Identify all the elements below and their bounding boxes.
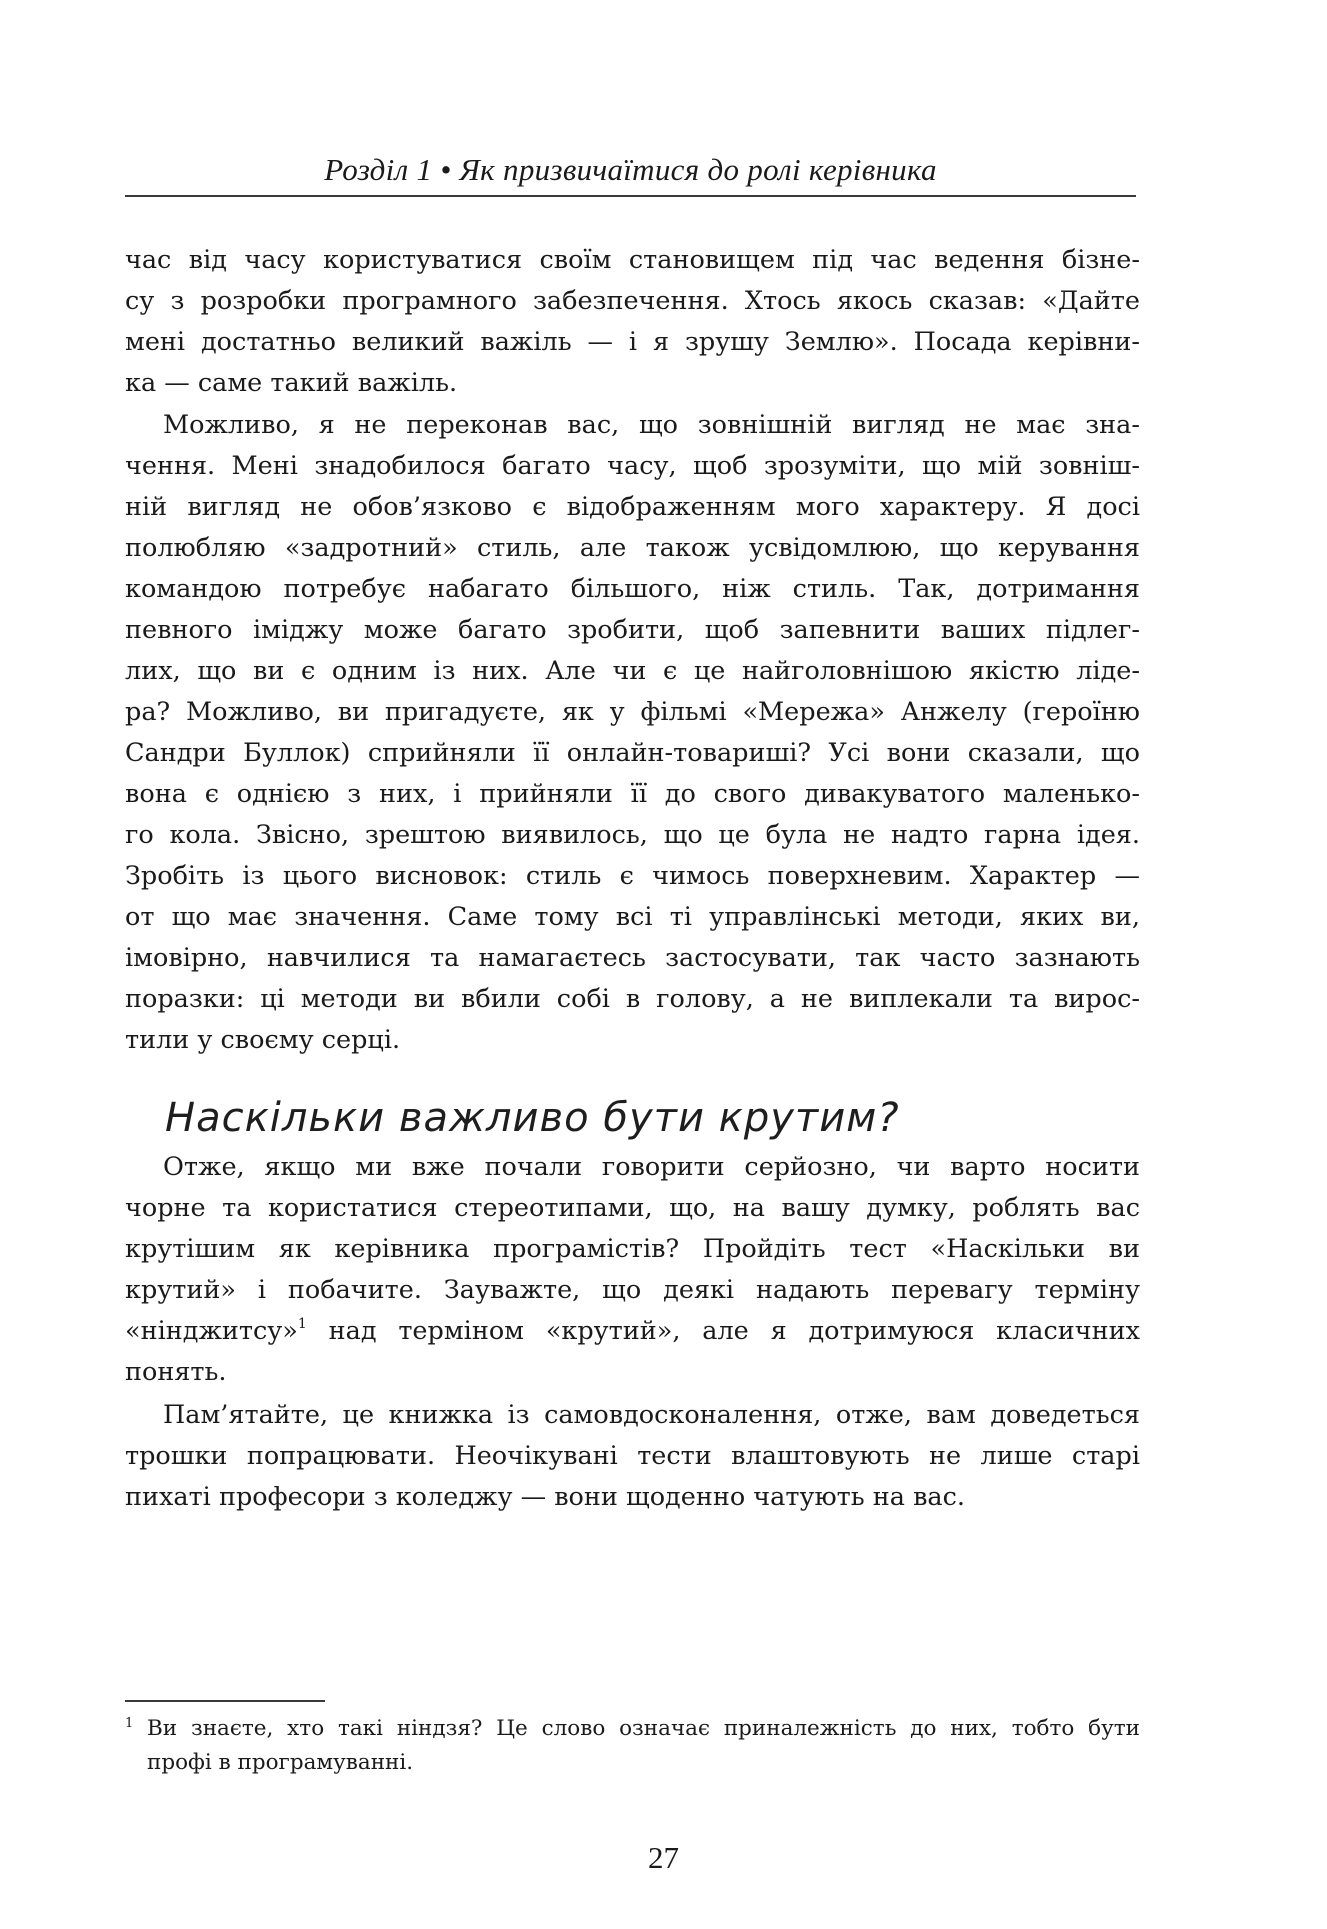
footnote-reference: 1 [297, 1315, 307, 1332]
text-line: пихаті професори з коледжу — вони щоденно чатують на вас. [125, 1482, 966, 1512]
text-line: Зробіть із цього висновок: стиль є чимось поверхневим. Характер — [125, 861, 1140, 891]
text-line: імовірно, навчилися та намагаєтесь застосувати, так часто зазнають [125, 943, 1140, 973]
footnote-rule [125, 1700, 325, 1702]
header-rule [125, 195, 1136, 197]
footnote-line [125, 1712, 1140, 1746]
paragraph-2 [125, 405, 1140, 1061]
text-line: Сандри Буллок) сприйняли її онлайн-товариші? Усі вони сказали, що [125, 738, 1140, 768]
text-line: ній вигляд не обов’язково є відображенням мого характеру. Я досі [125, 492, 1140, 522]
text-line: поразки: ці методи ви вбили собі в голову, а не виплекали та вирос- [125, 984, 1140, 1014]
text-line: тили у своєму серці. [125, 1025, 401, 1055]
text-line: ра? Можливо, ви пригадуєте, як у фільмі «Мережа» Анжелу (героїню [125, 697, 1140, 727]
page-number: 27 [648, 1840, 679, 1875]
text-line: мені достатньо великий важіль — і я зрушу Землю». Посада керівни- [125, 327, 1140, 357]
text-line: чорне та користатися стереотипами, що, на вашу думку, роблять вас [125, 1193, 1140, 1223]
text-line: час від часу користуватися своїм становищем під час ведення бізне- [125, 245, 1140, 275]
text-line: понять. [125, 1357, 227, 1387]
text-fragment: над терміном «крутий», але я дотримуюся класичних [306, 1316, 1140, 1346]
text-line-with-footnote-ref [125, 1311, 1140, 1352]
text-line: Пам’ятайте, це книжка із самовдосконалення, отже, вам доведеться [163, 1400, 1140, 1430]
text-line: полюбляю «задротний» стиль, але також усвідомлюю, що керування [125, 533, 1140, 563]
footnote-number: 1 [125, 1716, 134, 1731]
text-line: вона є однією з них, і прийняли її до свого дивакуватого маленько- [125, 779, 1140, 809]
footnote [125, 1712, 1140, 1780]
text-line: го кола. Звісно, зрештою виявилось, що це була не надто гарна ідея. [125, 820, 1140, 850]
running-header: Розділ 1 • Як призвичаїтися до ролі керівника [324, 152, 937, 187]
text-line: Можливо, я не переконав вас, що зовнішній вигляд не має зна- [163, 410, 1140, 440]
text-line: чення. Мені знадобилося багато часу, щоб зрозуміти, що мій зовніш- [125, 451, 1140, 481]
footnote-line: профі в програмуванні. [147, 1750, 414, 1775]
paragraph-3 [125, 1147, 1140, 1393]
text-line: крутішим як керівника програмістів? Пройдіть тест «Наскільки ви [125, 1234, 1140, 1264]
text-line: Отже, якщо ми вже почали говорити серйозно, чи варто носити [163, 1152, 1140, 1182]
text-line: лих, що ви є одним із них. Але чи є це найголовнішою якістю ліде- [125, 656, 1140, 686]
section-heading: Наскільки важливо бути крутим? [165, 1095, 900, 1141]
text-line: су з розробки програмного забезпечення. Хтось якось сказав: «Дайте [125, 286, 1140, 316]
footnote-text: Ви знаєте, хто такі ніндзя? Це слово означає приналежність до них, тобто бути [147, 1716, 1140, 1741]
paragraph-1 [125, 240, 1140, 404]
paragraph-4 [125, 1395, 1140, 1518]
text-line: от що має значення. Саме тому всі ті управлінські методи, яких ви, [125, 902, 1140, 932]
text-line: трошки попрацювати. Неочікувані тести влаштовують не лише старі [125, 1441, 1140, 1471]
text-line: крутий» і побачите. Зауважте, що деякі надають перевагу терміну [125, 1275, 1140, 1305]
text-line: певного іміджу може багато зробити, щоб запевнити ваших підлег- [125, 615, 1140, 645]
text-fragment: «нінджитсу» [125, 1316, 298, 1346]
text-line: командою потребує набагато більшого, ніж стиль. Так, дотримання [125, 574, 1140, 604]
text-line: ка — саме такий важіль. [125, 368, 458, 398]
